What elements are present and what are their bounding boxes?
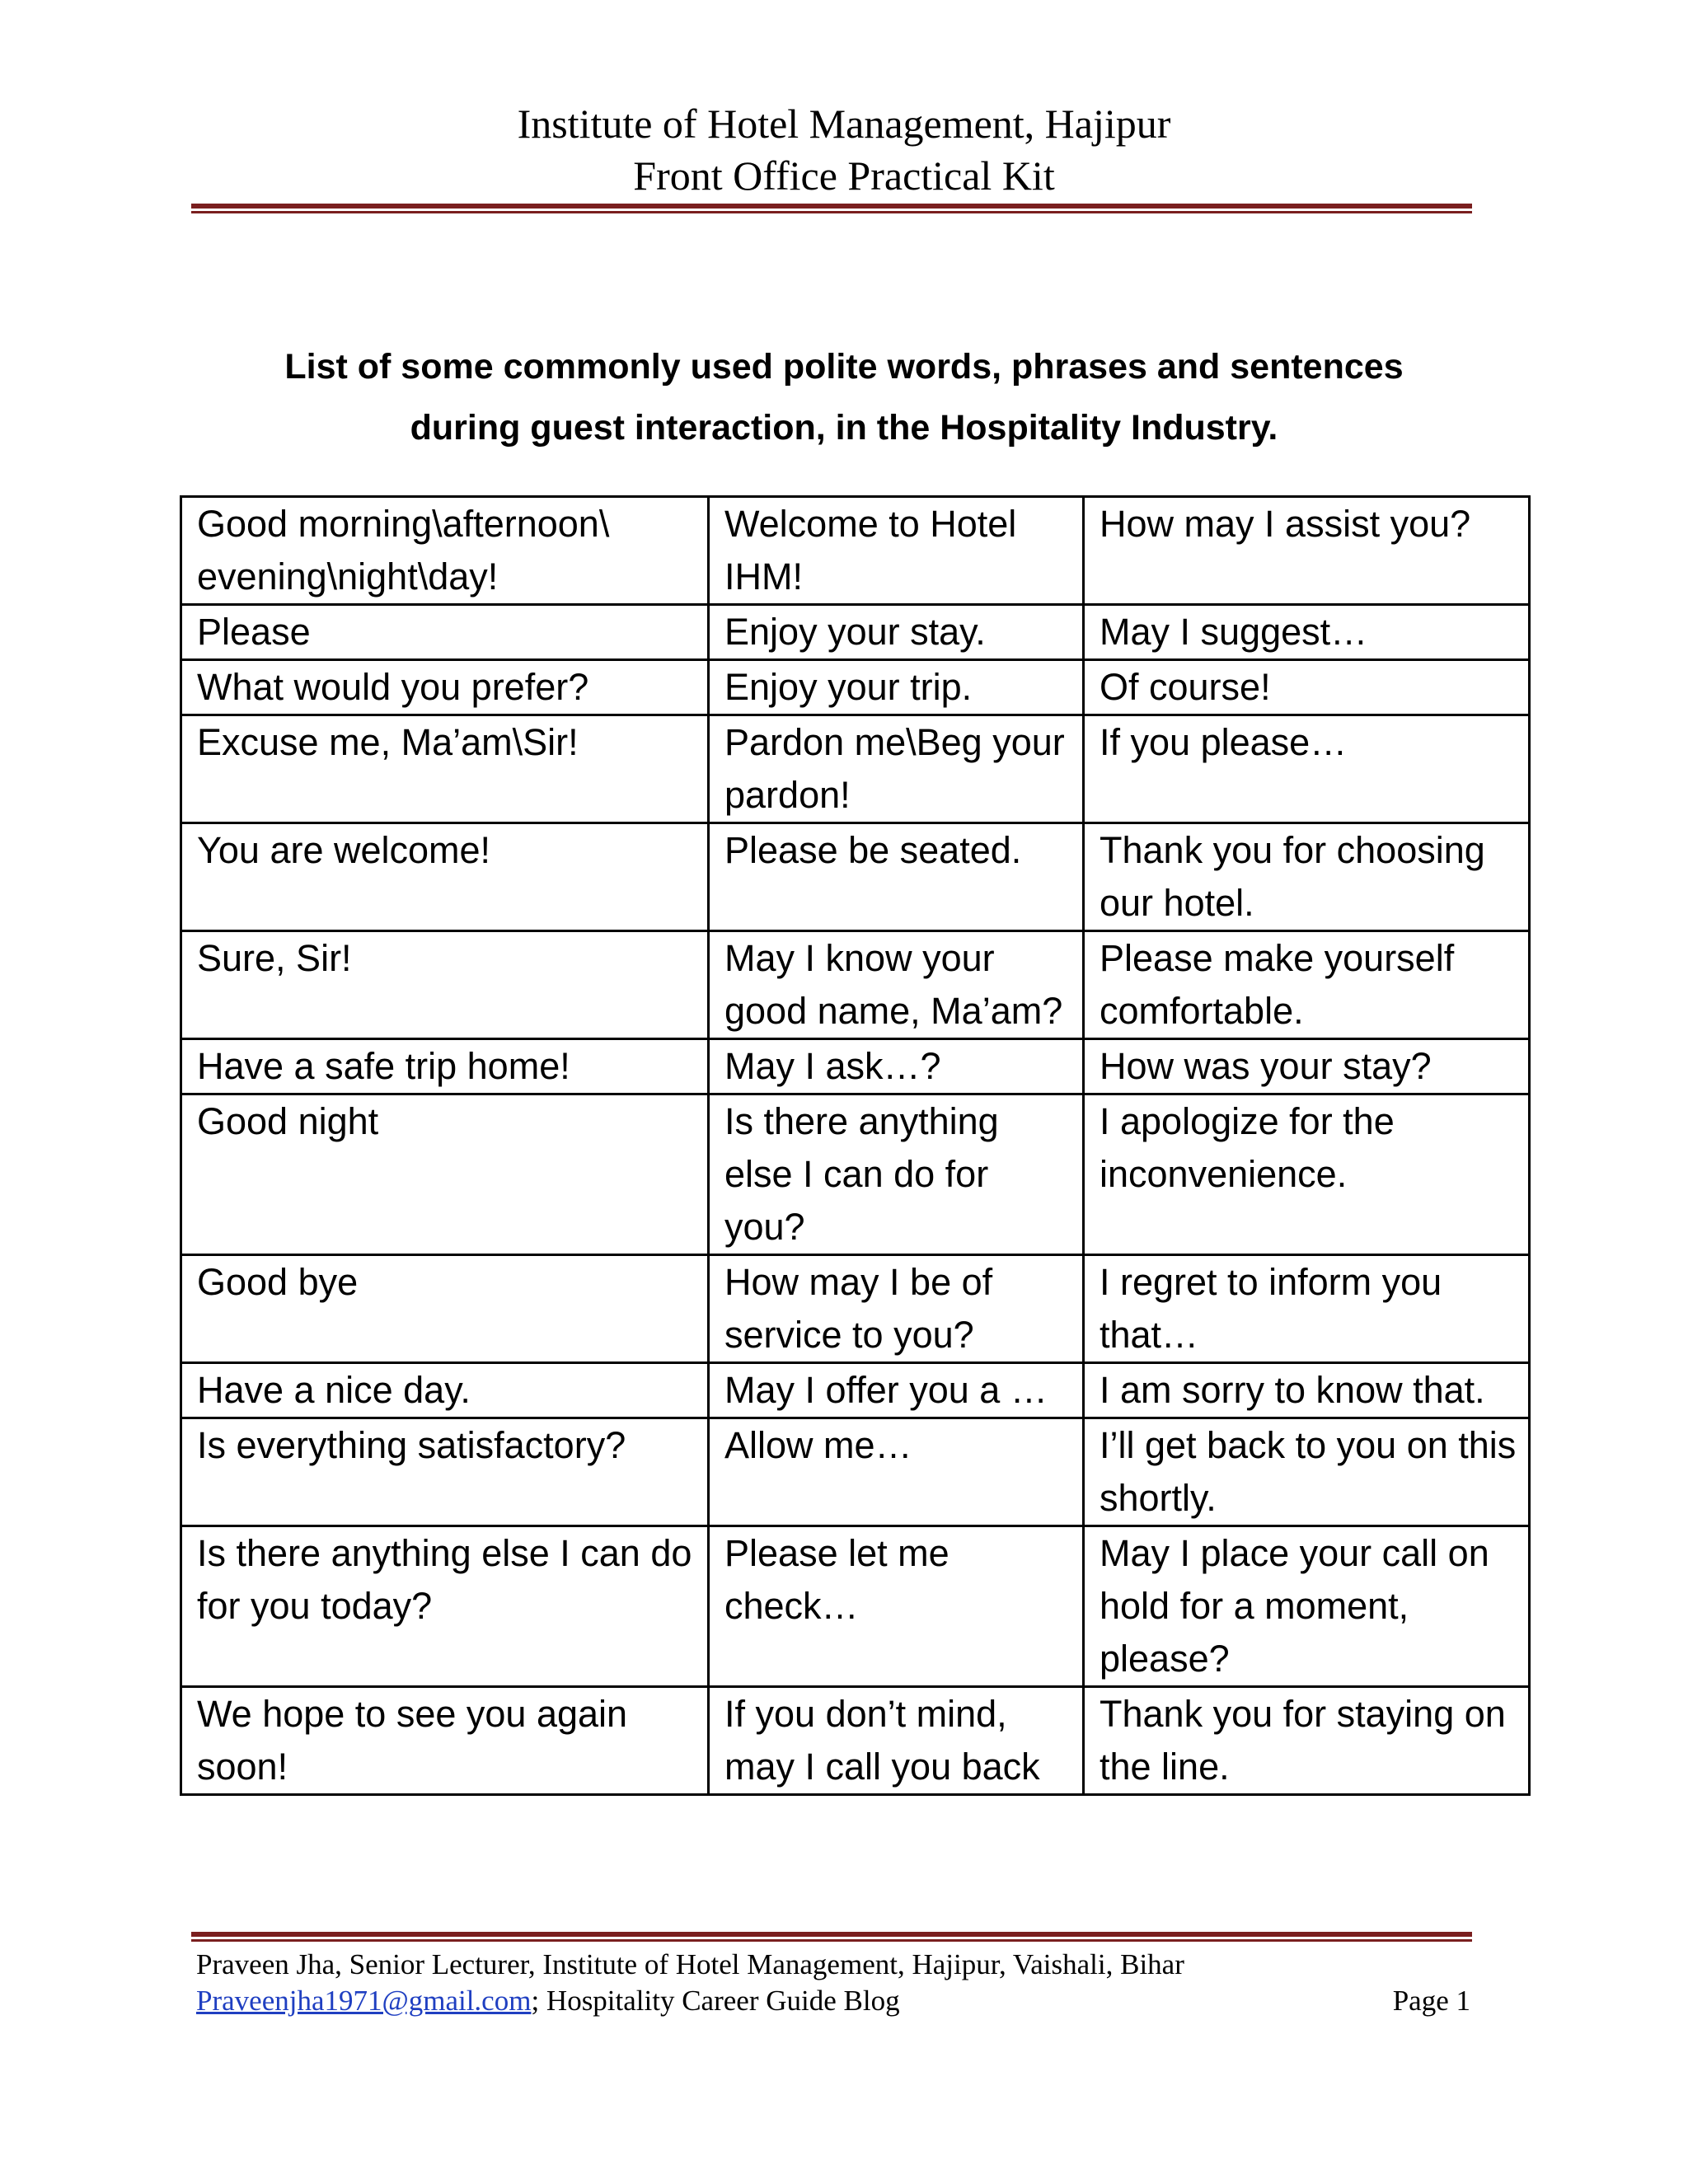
- table-cell: Is everything satisfactory?: [181, 1418, 709, 1526]
- page-number: Page 1: [1392, 1985, 1470, 2017]
- table-row: [181, 660, 1530, 715]
- table-cell: I’ll get back to you on this shortly.: [1084, 1418, 1530, 1526]
- table-cell: Excuse me, Ma’am\Sir!: [181, 715, 709, 823]
- table-cell: Enjoy your stay.: [709, 605, 1084, 660]
- table-cell: Please make yourself comfortable.: [1084, 931, 1530, 1039]
- table-cell: If you don’t mind, may I call you back: [709, 1687, 1084, 1795]
- list-heading-line-1: List of some commonly used polite words, phrases and sentences: [284, 347, 1404, 387]
- footer-author-line: Praveen Jha, Senior Lecturer, Institute of Hotel Management, Hajipur, Vaishali, Bihar: [196, 1948, 1184, 1980]
- polite-phrases-table: [180, 495, 1531, 1796]
- table-row: [181, 1526, 1530, 1687]
- table-row: [181, 1418, 1530, 1526]
- table-cell: May I know your good name, Ma’am?: [709, 931, 1084, 1039]
- table-cell: We hope to see you again soon!: [181, 1687, 709, 1795]
- header-document-title: Front Office Practical Kit: [633, 152, 1055, 199]
- table-cell: Good bye: [181, 1255, 709, 1363]
- table-cell: Good morning\afternoon\ evening\night\day!: [181, 497, 709, 605]
- polite-phrases-body: [181, 497, 1530, 1795]
- footer-contact-line: [196, 1982, 1470, 2020]
- table-cell: Please be seated.: [709, 823, 1084, 931]
- table-row: [181, 1255, 1530, 1363]
- table-cell: What would you prefer?: [181, 660, 709, 715]
- table-cell: If you please…: [1084, 715, 1530, 823]
- table-cell: Is there anything else I can do for you today?: [181, 1526, 709, 1687]
- table-row: [181, 1363, 1530, 1418]
- list-heading-line-2: during guest interaction, in the Hospitality Industry.: [410, 408, 1278, 448]
- table-cell: Have a nice day.: [181, 1363, 709, 1418]
- table-cell: Enjoy your trip.: [709, 660, 1084, 715]
- table-cell: Of course!: [1084, 660, 1530, 715]
- table-row: [181, 823, 1530, 931]
- table-row: [181, 931, 1530, 1039]
- table-cell: Thank you for choosing our hotel.: [1084, 823, 1530, 931]
- table-cell: Allow me…: [709, 1418, 1084, 1526]
- table-row: [181, 605, 1530, 660]
- table-row: [181, 1094, 1530, 1255]
- table-row: [181, 1687, 1530, 1795]
- table-cell: Is there anything else I can do for you?: [709, 1094, 1084, 1255]
- table-cell: Please: [181, 605, 709, 660]
- table-row: [181, 715, 1530, 823]
- header-rule-thick: [191, 204, 1472, 209]
- header-rule-thin: [191, 211, 1472, 213]
- table-row: [181, 1039, 1530, 1094]
- table-cell: I apologize for the inconvenience.: [1084, 1094, 1530, 1255]
- table-cell: How was your stay?: [1084, 1039, 1530, 1094]
- footer-email-link[interactable]: Praveenjha1971@gmail.com: [196, 1985, 532, 2017]
- table-row: [181, 497, 1530, 605]
- header-institute-name: Institute of Hotel Management, Hajipur: [517, 101, 1171, 147]
- table-cell: Have a safe trip home!: [181, 1039, 709, 1094]
- table-cell: I regret to inform you that…: [1084, 1255, 1530, 1363]
- footer-rule-thin: [191, 1939, 1472, 1942]
- table-cell: May I ask…?: [709, 1039, 1084, 1094]
- table-cell: You are welcome!: [181, 823, 709, 931]
- footer-rule-thick: [191, 1932, 1472, 1937]
- table-cell: Sure, Sir!: [181, 931, 709, 1039]
- table-cell: May I suggest…: [1084, 605, 1530, 660]
- table-cell: Welcome to Hotel IHM!: [709, 497, 1084, 605]
- table-cell: How may I be of service to you?: [709, 1255, 1084, 1363]
- table-cell: How may I assist you?: [1084, 497, 1530, 605]
- table-cell: Thank you for staying on the line.: [1084, 1687, 1530, 1795]
- table-cell: May I offer you a …: [709, 1363, 1084, 1418]
- footer-blog-text: ; Hospitality Career Guide Blog: [531, 1985, 900, 2017]
- table-cell: Good night: [181, 1094, 709, 1255]
- table-cell: Pardon me\Beg your pardon!: [709, 715, 1084, 823]
- table-cell: May I place your call on hold for a moment, please?: [1084, 1526, 1530, 1687]
- table-cell: Please let me check…: [709, 1526, 1084, 1687]
- table-cell: I am sorry to know that.: [1084, 1363, 1530, 1418]
